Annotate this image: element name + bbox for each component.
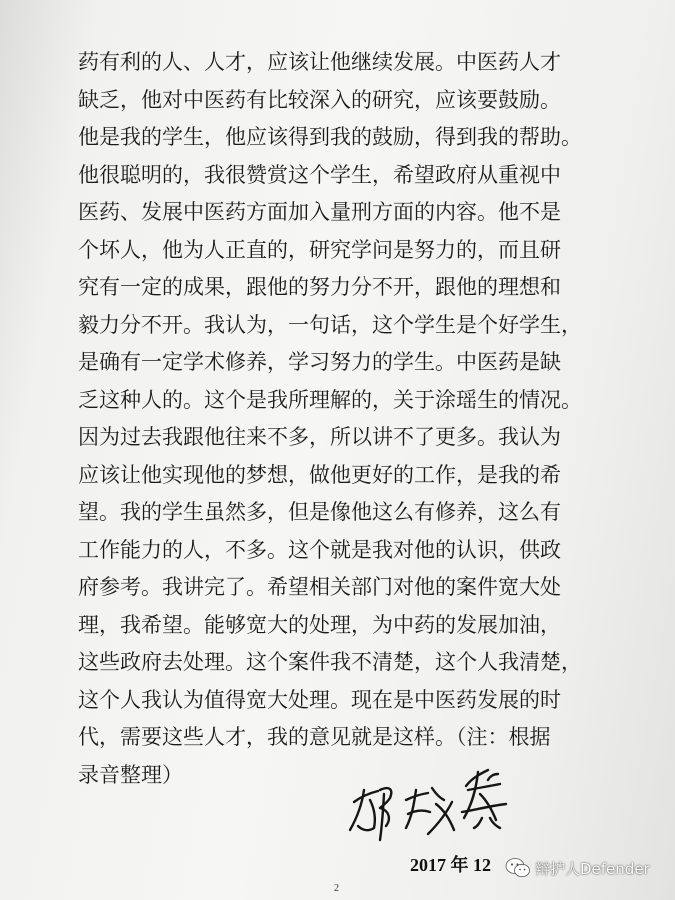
letter-body [78,44,638,794]
text-line: 理，我希望。能够宽大的处理，为中药的发展加油， [78,612,561,637]
handwritten-signature [340,760,530,850]
wechat-icon [505,857,531,879]
text-line: 录音整理） [78,762,183,787]
text-line: 缺乏，他对中医药有比较深入的研究，应该要鼓励。 [78,87,561,112]
text-line: 是确有一定学术修养，学习努力的学生。中医药是缺 [78,350,561,374]
text-line: 望。我的学生虽然多，但是像他这么有修养，这么有 [78,500,561,524]
text-line: 药有利的人、人才，应该让他继续发展。中医药人才 [78,50,561,74]
text-line: 他很聪明的，我很赞赏这个学生，希望政府从重视中 [78,162,561,187]
text-line: 毅力分不开。我认为，一句话，这个学生是个好学生， [78,312,582,337]
text-line: 应该让他实现他的梦想，做他更好的工作，是我的希 [78,462,561,487]
letter-date: 2017 年 12 [410,855,491,875]
wechat-watermark [505,855,650,881]
page-number: 2 [334,883,339,894]
text-line: 医药、发展中医药方面加入量刑方面的内容。他不是 [78,200,561,224]
text-line: 他是我的学生，他应该得到我的鼓励，得到我的帮助。 [78,125,582,149]
text-line: 这些政府去处理。这个案件我不清楚，这个人我清楚， [78,650,582,674]
text-line: 乏这种人的。这个是我所理解的，关于涂瑶生的情况。 [78,387,582,412]
text-line: 府参考。我讲完了。希望相关部门对他的案件宽大处 [78,575,561,599]
text-line: 这个人我认为值得宽大处理。现在是中医药发展的时 [78,687,561,712]
text-line: 代，需要这些人才，我的意见就是这样。（注：根据 [78,725,551,749]
watermark-text: 辩护人Defender [535,859,650,878]
text-line: 究有一定的成果，跟他的努力分不开，跟他的理想和 [78,275,561,299]
text-line: 工作能力的人，不多。这个就是我对他的认识，供政 [78,537,561,562]
text-line: 个坏人，他为人正直的，研究学问是努力的，而且研 [78,237,561,262]
text-line: 因为过去我跟他往来不多，所以讲不了更多。我认为 [78,425,561,449]
